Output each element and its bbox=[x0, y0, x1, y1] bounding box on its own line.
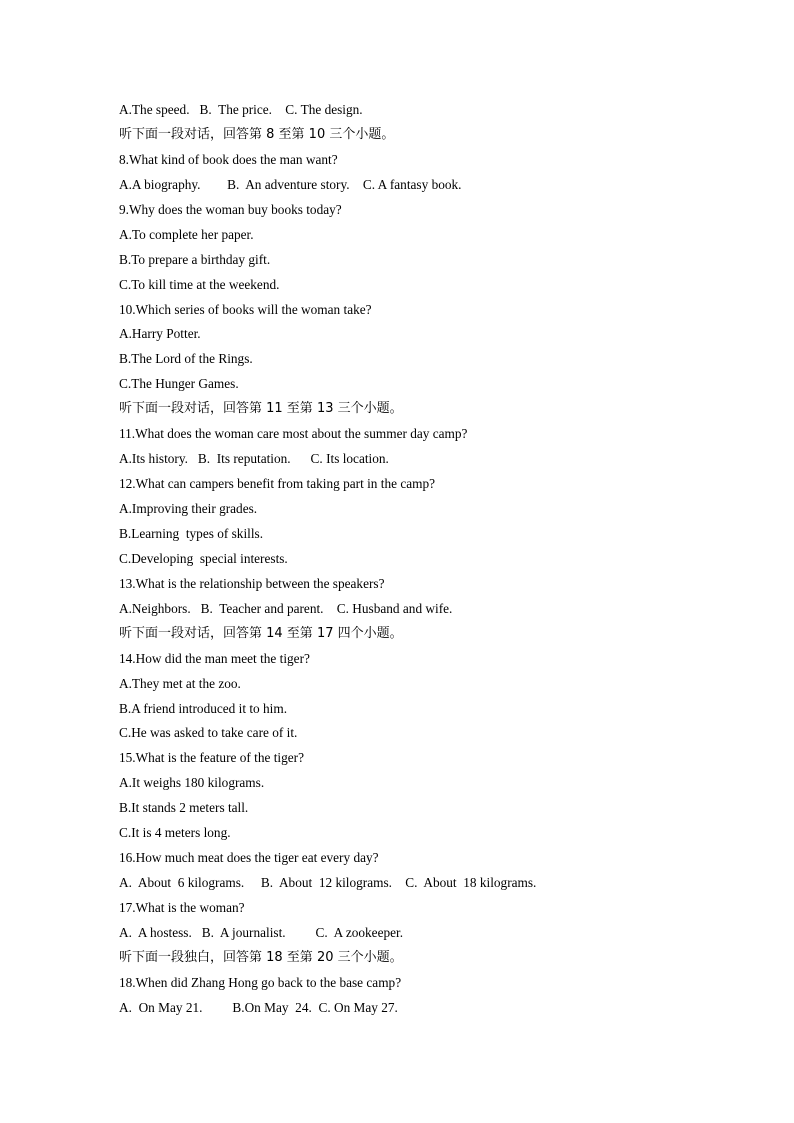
section-instruction: 听下面一段对话，回答第 8 至第 10 三个小题。 bbox=[119, 126, 395, 142]
answer-option-line: B.It stands 2 meters tall. bbox=[119, 800, 249, 816]
answer-option-line: A.Neighbors. B. Teacher and parent. C. Husband and wife. bbox=[119, 600, 453, 616]
answer-option-line: A.Improving their grades. bbox=[119, 501, 258, 516]
answer-option-line: C.The Hunger Games. bbox=[119, 376, 239, 392]
answer-option-line: B.A friend introduced it to him. bbox=[119, 700, 288, 716]
question-line: 11.What does the woman care most about the summer day camp? bbox=[119, 426, 468, 442]
answer-option-line: A.It weighs 180 kilograms. bbox=[119, 775, 265, 791]
answer-option-line: A. A hostess. B. A journalist. C. A zookeeper. bbox=[119, 924, 404, 940]
question-line: 13.What is the relationship between the speakers? bbox=[119, 575, 385, 591]
document-body bbox=[119, 98, 759, 1021]
section-instruction: 听下面一段对话，回答第 11 至第 13 三个小题。 bbox=[119, 401, 403, 417]
answer-option-line: A.A biography. B. An adventure story. C. A fantasy book. bbox=[119, 176, 462, 192]
answer-option-line: C.It is 4 meters long. bbox=[119, 825, 231, 841]
question-line: 14.How did the man meet the tiger? bbox=[119, 650, 310, 666]
answer-option-line: A.They met at the zoo. bbox=[119, 675, 241, 691]
question-line: 15.What is the feature of the tiger? bbox=[119, 750, 304, 766]
answer-option-line: B.To prepare a birthday gift. bbox=[119, 251, 271, 267]
answer-option-line: C.To kill time at the weekend. bbox=[119, 276, 280, 292]
answer-option-line: A.To complete her paper. bbox=[119, 226, 254, 242]
section-instruction: 听下面一段对话，回答第 14 至第 17 四个小题。 bbox=[119, 625, 403, 641]
answer-option-line: C.Developing special interests. bbox=[119, 550, 288, 566]
answer-option-line: A.Its history. B. Its reputation. C. Its location. bbox=[119, 451, 389, 467]
answer-option-line: A.Harry Potter. bbox=[119, 326, 201, 342]
answer-option-line: B.The Lord of the Rings. bbox=[119, 351, 253, 367]
answer-option-line: B.Learning types of skills. bbox=[119, 525, 264, 541]
question-line: 8.What kind of book does the man want? bbox=[119, 151, 338, 167]
answer-option-line: C.He was asked to take care of it. bbox=[119, 725, 298, 741]
question-line: 17.What is the woman? bbox=[119, 900, 245, 915]
answer-option-line: A. On May 21. B.On May 24. C. On May 27. bbox=[119, 999, 398, 1015]
answer-option-line: A. About 6 kilograms. B. About 12 kilograms. C. About 18 kilograms. bbox=[119, 875, 537, 891]
question-line: 9.Why does the woman buy books today? bbox=[119, 201, 342, 217]
question-line: 12.What can campers benefit from taking part in the camp? bbox=[119, 476, 436, 492]
answer-option-line: A.The speed. B. The price. C. The design. bbox=[119, 102, 363, 117]
question-line: 16.How much meat does the tiger eat every day? bbox=[119, 850, 379, 866]
question-line: 10.Which series of books will the woman take? bbox=[119, 301, 372, 317]
section-instruction: 听下面一段独白，回答第 18 至第 20 三个小题。 bbox=[119, 949, 403, 965]
question-line: 18.When did Zhang Hong go back to the base camp? bbox=[119, 974, 402, 990]
